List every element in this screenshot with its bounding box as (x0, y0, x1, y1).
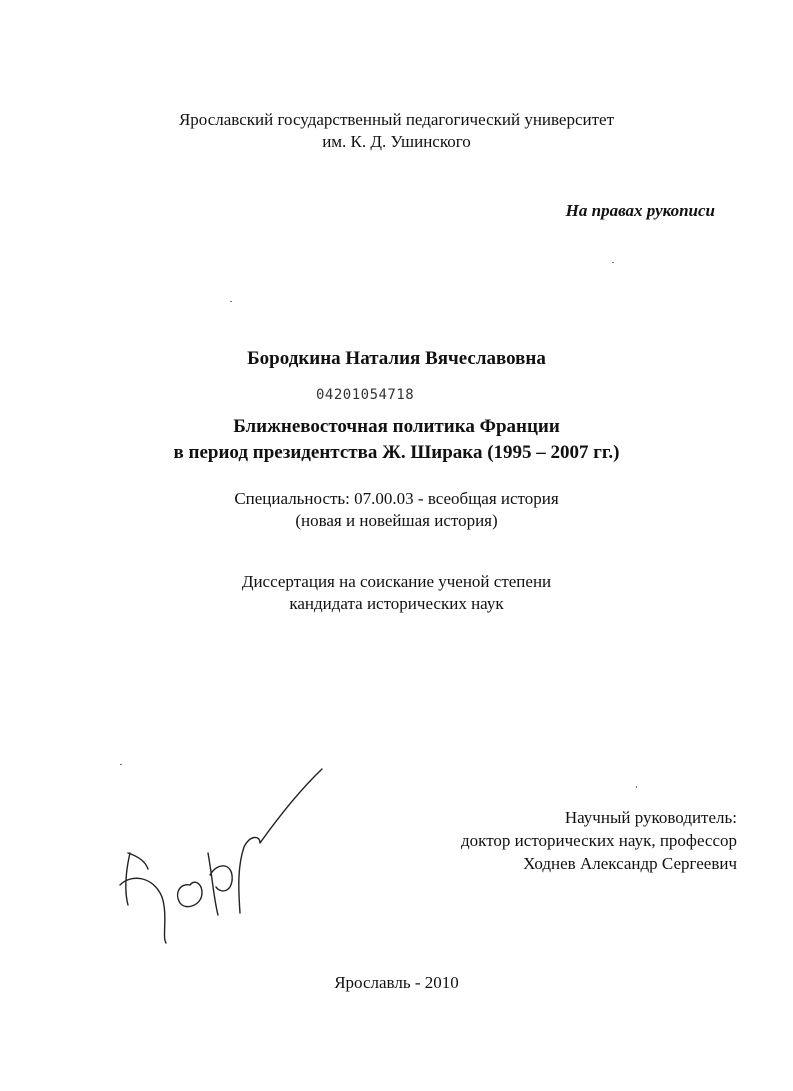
degree-line2: кандидата исторических наук (289, 594, 504, 613)
supervisor-credentials: доктор исторических наук, профессор (461, 831, 737, 850)
dissertation-title-line2: в период президентства Ж. Ширака (1995 – 2007 гг.) (173, 442, 620, 463)
specialty-line1: Специальность: 07.00.03 - всеобщая история (234, 489, 559, 508)
supervisor-name: Ходнев Александр Сергеевич (523, 854, 737, 873)
scan-speck (612, 262, 614, 263)
scan-speck (636, 786, 637, 788)
scan-speck (230, 301, 232, 302)
supervisor-label: Научный руководитель: (564, 808, 737, 827)
author-name: Бородкина Наталия Вячеславовна (247, 348, 546, 369)
city-year: Ярославль - 2010 (334, 973, 459, 992)
supervisor-block (461, 806, 737, 875)
university-honorific: им. К. Д. Ушинского (322, 132, 471, 151)
specialty-line2: (новая и новейшая история) (295, 511, 498, 530)
manuscript-rights-label: На правах рукописи (565, 201, 715, 220)
handwritten-signature-icon (110, 765, 340, 955)
scan-speck (120, 764, 122, 765)
registration-number: 04201054718 (316, 387, 415, 403)
university-name: Ярославский государственный педагогический университет (178, 110, 615, 129)
dissertation-title-line1: Ближневосточная политика Франции (233, 416, 560, 437)
degree-line1: Диссертация на соискание ученой степени (241, 572, 552, 591)
